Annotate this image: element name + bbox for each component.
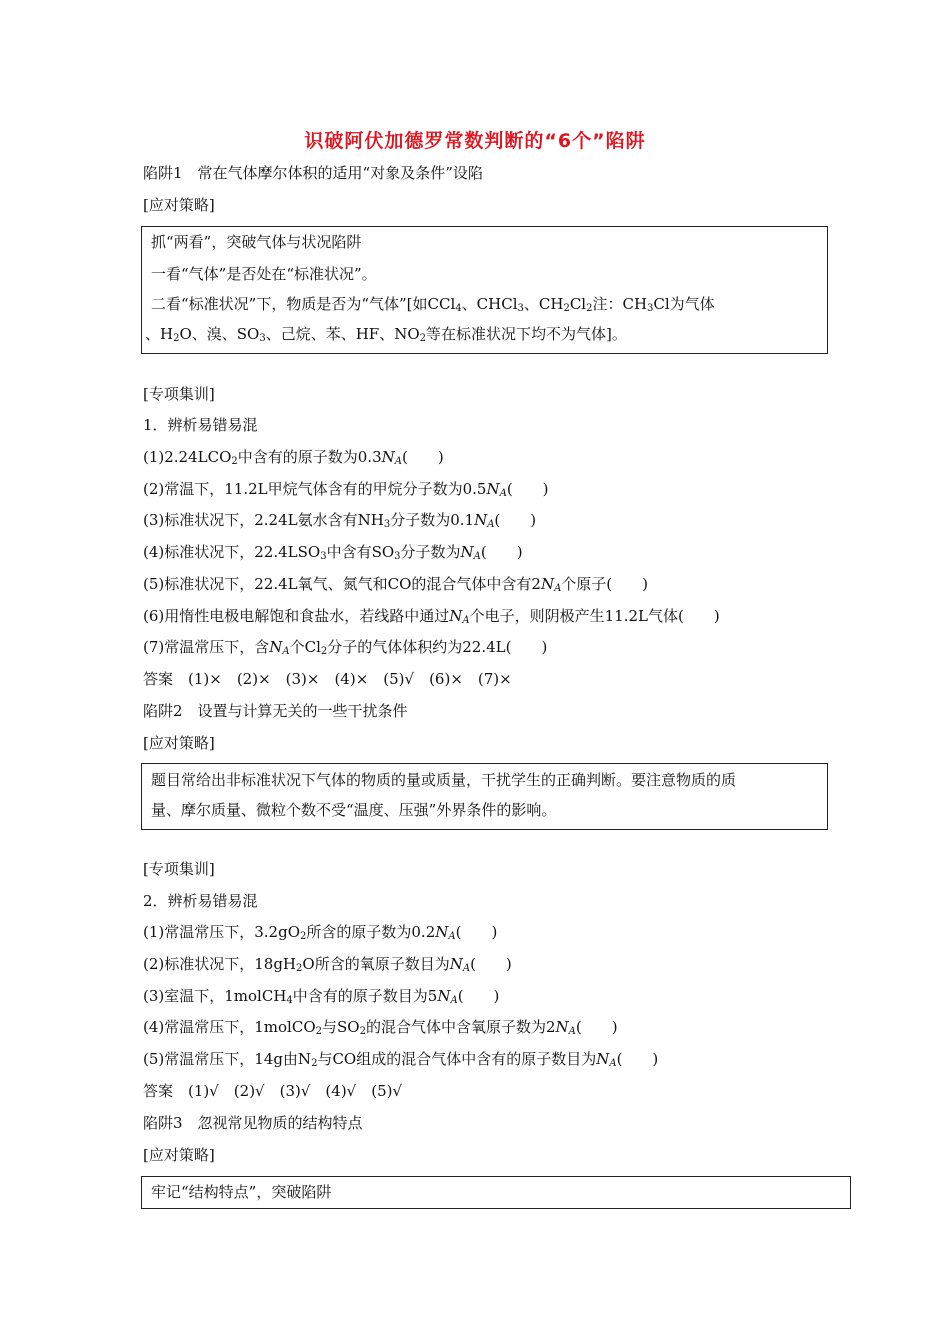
trap3-heading: 陷阱3 忽视常见物质的结构特点	[143, 1114, 363, 1132]
trap2-question-5: (5)常温常压下，14g由$N_2$与CO组成的混合气体中含有的原子数目为$N_A$( )	[143, 1050, 659, 1069]
trap2-box-line2: 量、摩尔质量、微粒个数不受“温度、压强”外界条件的影响。	[151, 801, 557, 819]
trap2-training-label: [专项集训]	[143, 860, 215, 878]
trap2-box-line1: 题目常给出非标准状况下气体的物质的量或质量，干扰学生的正确判断。要注意物质的质	[151, 771, 737, 789]
trap1-question-2: (2)常温下，11.2L甲烷气体含有的甲烷分子数为$0.5N_A$( )	[143, 480, 549, 499]
trap2-heading: 陷阱2 设置与计算无关的一些干扰条件	[143, 702, 408, 720]
trap1-question-5: (5)标准状况下，22.4L氧气、氮气和CO的混合气体中含有$2N_A$个原子( )	[143, 575, 649, 594]
trap1-box-line1: 抓“两看”，突破气体与状况陷阱	[151, 233, 362, 251]
trap2-strategy-label: [应对策略]	[143, 734, 215, 752]
trap1-answer: 答案 (1)× (2)× (3)× (4)× (5)√ (6)× (7)×	[143, 670, 512, 688]
trap1-question-4: (4)标准状况下，$22.4LSO_3$中含有$SO_3$分子数为$N_A$( )	[143, 543, 523, 562]
trap2-question-4: (4)常温常压下，1molCO$_2$与$SO_2$的混合气体中含氧原子数为$2N_A$( )	[143, 1018, 618, 1037]
trap1-question-1: $(1)2.24LCO_2$中含有的原子数为$0.3N_A$( )	[143, 448, 444, 467]
trap1-box-line2: 一看“气体”是否处在“标准状况”。	[151, 265, 377, 283]
trap2-section: 2．辨析易错易混	[143, 892, 258, 910]
trap1-section: 1．辨析易错易混	[143, 416, 258, 434]
trap1-box-line3: 二看“标准状况”下，物质是否为“气体”[如CCl$_4$、CHCl$_3$、$CH_2Cl_2$注：$CH_3Cl$为气体	[151, 295, 715, 314]
trap2-question-3: (3)室温下，1molCH$_4$中含有的原子数目为$5N_A$( )	[143, 987, 500, 1006]
trap1-strategy-label: [应对策略]	[143, 196, 215, 214]
trap1-training-label: [专项集训]	[143, 385, 215, 403]
trap3-strategy-box	[141, 1176, 851, 1209]
trap3-strategy-label: [应对策略]	[143, 1146, 215, 1164]
trap2-question-1: (1)常温常压下，$3.2gO_2$所含的原子数为$0.2N_A$( )	[143, 923, 498, 942]
trap1-box-line4: 、$H_2O$、溴、$SO_3$、己烷、苯、HF、$NO_2$等在标准状况下均不为气体]。	[145, 325, 627, 344]
trap2-strategy-box	[141, 763, 828, 830]
trap1-question-7: (7)常温常压下，含$N_A$个$Cl_2$分子的气体体积约为22.4L( )	[143, 638, 548, 657]
trap1-strategy-box	[141, 226, 828, 354]
trap1-heading: 陷阱1 常在气体摩尔体积的适用“对象及条件”设陷	[143, 164, 483, 182]
trap2-question-2: (2)标准状况下，$18gH_2O$所含的氧原子数目为$N_A$( )	[143, 955, 512, 974]
trap1-question-6: (6)用惰性电极电解饱和食盐水，若线路中通过$N_A$个电子，则阴极产生11.2L气体( )	[143, 607, 720, 626]
trap3-box-line1: 牢记“结构特点”，突破陷阱	[151, 1183, 332, 1201]
trap1-question-3: (3)标准状况下，2.24L氨水含有$NH_3$分子数为$0.1N_A$( )	[143, 511, 537, 530]
page-title: 识破阿伏加德罗常数判断的“6个”陷阱	[304, 130, 646, 152]
trap2-answer: 答案 (1)√ (2)√ (3)√ (4)√ (5)√	[143, 1082, 403, 1100]
